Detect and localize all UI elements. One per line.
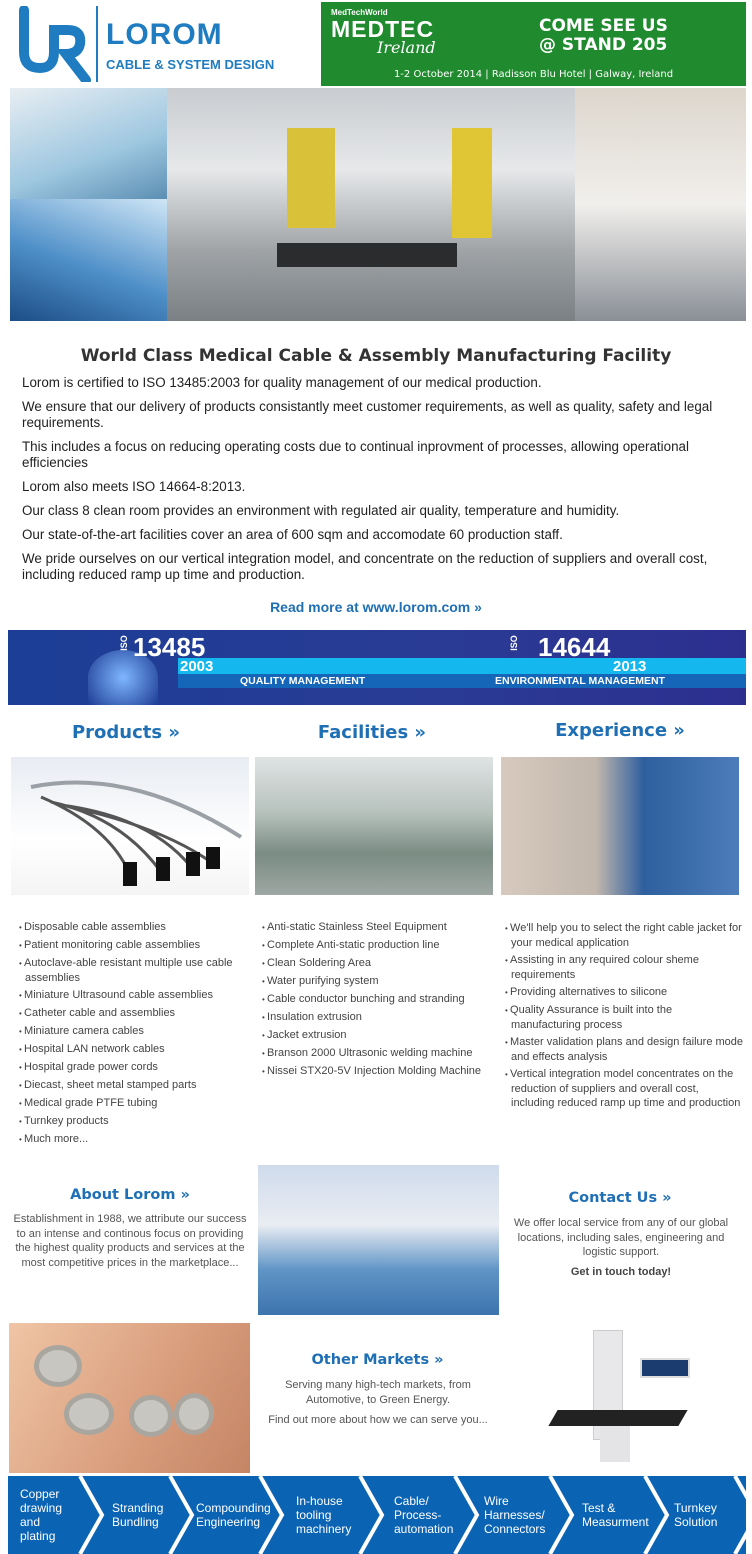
list-item: • Miniature Ultrasound cable assemblies: [17, 988, 252, 1003]
logo-name: LOROM: [106, 18, 223, 51]
lorom-logo-icon[interactable]: [16, 6, 96, 82]
event-details: 1-2 October 2014 | Radisson Blu Hotel | Galway, Ireland: [393, 69, 674, 80]
process-step: Stranding Bundling: [112, 1501, 164, 1529]
iso1-year: 2003: [180, 658, 214, 675]
microscope-photo: [10, 199, 167, 321]
other-markets-link[interactable]: Other Markets »: [311, 1352, 444, 1368]
list-item: • Anti-static Stainless Steel Equipment: [260, 920, 495, 935]
chevron-right-icon: [643, 1476, 673, 1554]
xray-table-photo: [545, 1330, 715, 1470]
intro-paragraph: We pride ourselves on our vertical integration model, and concentrate on the reduction of suppliers and overall cost, including reduced ramp up time and production.: [22, 551, 708, 582]
list-item: • Assisting in any required colour sheme requirements: [503, 953, 743, 982]
intro-paragraph: This includes a focus on reducing operating costs due to continual inprovment of processes, allowing operational efficiencies: [22, 439, 689, 470]
process-step: Turnkey Solution: [674, 1501, 718, 1529]
event-name: MEDTEC: [331, 16, 435, 42]
read-more-link[interactable]: Read more at www.lorom.com »: [270, 599, 482, 615]
logo-divider: [96, 6, 98, 82]
list-item: • Diecast, sheet metal stamped parts: [17, 1078, 252, 1093]
list-item: • Much more...: [17, 1132, 252, 1147]
list-item: • Miniature camera cables: [17, 1024, 252, 1039]
cable-connectors-photo: [575, 88, 746, 321]
chevron-right-icon: [78, 1476, 108, 1554]
list-item: • Master validation plans and design failure mode and effects analysis: [503, 1035, 743, 1064]
chevron-right-icon: [168, 1476, 198, 1554]
process-step: Cable/ Process-automation: [394, 1494, 454, 1536]
list-item: • Branson 2000 Ultrasonic welding machine: [260, 1046, 495, 1061]
list-item: • Jacket extrusion: [260, 1028, 495, 1043]
iso1-prefix: ISO: [118, 635, 129, 651]
chevron-right-icon: [258, 1476, 288, 1554]
markets-text-more: Find out more about how we can serve you...: [268, 1414, 488, 1426]
process-step: Copper drawing and plating: [20, 1487, 63, 1543]
markets-text: Serving many high-tech markets, from Automotive, to Green Energy.: [285, 1379, 471, 1406]
list-item: • Vertical integration model concentrates on the reduction of suppliers and overall cost, including reduced ramp up time and production: [503, 1067, 743, 1110]
experience-engineer-photo[interactable]: [501, 757, 739, 895]
intro-paragraph: Lorom is certified to ISO 13485:2003 for quality management of our medical production.: [22, 375, 542, 390]
contact-link[interactable]: Contact Us »: [568, 1190, 672, 1206]
intro-paragraph: Our class 8 clean room provides an environment with regulated air quality, temperature and humidity.: [22, 503, 620, 518]
event-org: MedTechWorld: [331, 8, 388, 17]
about-link[interactable]: About Lorom »: [70, 1187, 190, 1203]
intro-paragraph: We ensure that our delivery of products consistantly meet customer requirements, as well as quality, safety and legal requirements.: [22, 399, 713, 430]
chevron-right-icon: [548, 1476, 578, 1554]
logo-tagline: CABLE & SYSTEM DESIGN: [106, 57, 275, 72]
ecg-electrodes-photo: [9, 1323, 250, 1473]
contact-cta-link[interactable]: Get in touch today!: [570, 1266, 672, 1278]
products-link[interactable]: Products »: [71, 722, 181, 743]
list-item: • Quality Assurance is built into the manufacturing process: [503, 1003, 743, 1032]
iso-certification-banner: [8, 630, 746, 705]
list-item: • Insulation extrusion: [260, 1010, 495, 1025]
list-item: • Disposable cable assemblies: [17, 920, 252, 935]
event-region: Ireland: [377, 38, 436, 57]
list-item: • Water purifying system: [260, 974, 495, 989]
intro-paragraph: Our state-of-the-art facilities cover an area of 600 sqm and accomodate 60 production staff.: [22, 527, 563, 542]
list-item: • Nissei STX20-5V Injection Molding Machine: [260, 1064, 495, 1079]
process-step: Test & Measurment: [582, 1501, 649, 1529]
facilities-link[interactable]: Facilities »: [317, 722, 427, 743]
intro-text: [22, 375, 732, 591]
iso2-year: 2013: [613, 658, 647, 675]
list-item: • Providing alternatives to silicone: [503, 985, 743, 1000]
list-item: • Cable conductor bunching and stranding: [260, 992, 495, 1007]
list-item: • Clean Soldering Area: [260, 956, 495, 971]
medtec-event-banner[interactable]: [321, 2, 746, 86]
process-step: Compounding Engineering: [196, 1501, 271, 1529]
list-item: • Turnkey products: [17, 1114, 252, 1129]
chevron-right-icon: [358, 1476, 388, 1554]
event-line1: COME SEE US: [539, 16, 668, 36]
list-item: • Patient monitoring cable assemblies: [17, 938, 252, 953]
iso1-label: QUALITY MANAGEMENT: [240, 675, 366, 687]
intro-paragraph: Lorom also meets ISO 14664-8:2013.: [22, 479, 246, 494]
process-step: Wire Harnesses/ Connectors: [484, 1494, 546, 1536]
list-item: • Hospital LAN network cables: [17, 1042, 252, 1057]
experience-link[interactable]: Experience »: [555, 720, 685, 741]
list-item: • We'll help you to select the right cable jacket for your medical application: [503, 921, 743, 950]
surgery-team-photo: [258, 1165, 499, 1315]
iso2-label: ENVIRONMENTAL MANAGEMENT: [495, 675, 665, 687]
products-cable-photo[interactable]: [11, 757, 249, 895]
list-item: • Complete Anti-static production line: [260, 938, 495, 953]
products-list: [17, 920, 252, 1150]
experience-list: [503, 921, 743, 1113]
iso2-number: 14644: [538, 632, 611, 662]
chevron-right-icon: [733, 1476, 746, 1554]
facilities-list: [260, 920, 495, 1082]
list-item: • Catheter cable and assemblies: [17, 1006, 252, 1021]
iso-band: [178, 658, 746, 674]
page-title: World Class Medical Cable & Assembly Manufacturing Facility: [80, 346, 672, 366]
list-item: • Hospital grade power cords: [17, 1060, 252, 1075]
dentist-photo: [10, 88, 167, 199]
list-item: • Autoclave-able resistant multiple use cable assemblies: [17, 956, 252, 985]
list-item: • Medical grade PTFE tubing: [17, 1096, 252, 1111]
event-line2: @ STAND 205: [539, 35, 668, 55]
about-text: Establishment in 1988, we attribute our success to an intense and continous focus on providing the highest quality products and services at the most competitive prices in the marketplace...: [13, 1213, 247, 1269]
operating-room-photo: [167, 88, 575, 321]
facilities-cleanroom-photo[interactable]: [255, 757, 493, 895]
process-steps-strip: [8, 1476, 746, 1554]
contact-text: We offer local service from any of our global locations, including sales, engineering and logistic support.: [513, 1217, 729, 1258]
chevron-right-icon: [453, 1476, 483, 1554]
iso1-number: 13485: [133, 632, 206, 662]
iso2-prefix: ISO: [508, 635, 519, 651]
process-step: In-house tooling machinery: [296, 1494, 352, 1536]
